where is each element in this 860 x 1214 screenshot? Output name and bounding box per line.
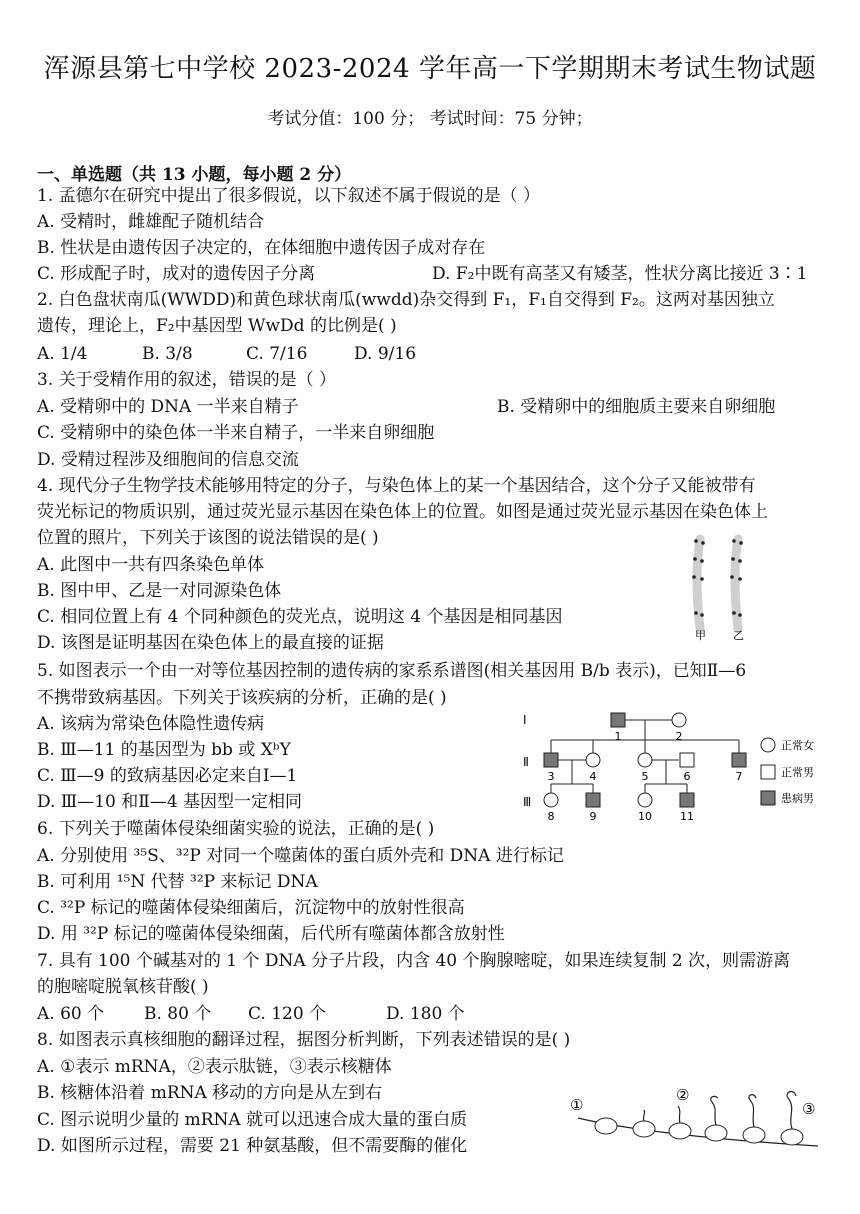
number-2: 2 [675, 730, 683, 743]
q5-stem-cont: 不携带致病基因。下列关于该疾病的分析，正确的是( ) [37, 688, 447, 708]
q3-option-b[interactable]: B. 受精卵中的细胞质主要来自卵细胞 [497, 397, 776, 417]
ribosome-5 [743, 1127, 765, 1143]
individual-4 [586, 753, 600, 767]
q4-stem-cont: 荧光标记的物质识别，通过荧光显示基因在染色体上的位置。如图是通过荧光显示基因在染色体上 [37, 502, 768, 522]
q1-option-b[interactable]: B. 性状是由遗传因子决定的，在体细胞中遗传因子成对存在 [37, 238, 486, 258]
q2-option-d[interactable]: D. 9/16 [354, 344, 417, 364]
number-9: 9 [589, 810, 597, 823]
q5-option-a[interactable]: A. 该病为常染色体隐性遗传病 [37, 714, 265, 734]
q7-option-d[interactable]: D. 180 个 [386, 1004, 465, 1024]
number-8: 8 [547, 810, 555, 823]
q2-option-b[interactable]: B. 3/8 [142, 344, 193, 364]
legend-normal-female: 正常女 [781, 739, 814, 752]
individual-5 [638, 753, 652, 767]
legend-normal-female-icon [761, 738, 775, 752]
q1-option-d[interactable]: D. F₂中既有高茎又有矮茎，性状分离比接近 3∶1 [432, 264, 808, 284]
label-3-ribosome: ③ [802, 1100, 816, 1118]
q3-option-c[interactable]: C. 受精卵中的染色体一半来自精子，一半来自卵细胞 [37, 423, 435, 443]
label-yi: 乙 [733, 629, 744, 642]
number-3: 3 [547, 770, 555, 783]
number-4: 4 [589, 770, 597, 783]
q8-option-c[interactable]: C. 图示说明少量的 mRNA 就可以迅速合成大量的蛋白质 [37, 1110, 468, 1130]
q7-option-a[interactable]: A. 60 个 [37, 1004, 105, 1024]
generation-2-label: Ⅱ [523, 755, 529, 769]
individual-2 [672, 713, 686, 727]
q6-option-b[interactable]: B. 可利用 ¹⁵N 代替 ³²P 来标记 DNA [37, 872, 318, 892]
chromosome-jia [697, 539, 700, 629]
number-10: 10 [638, 810, 652, 823]
number-6: 6 [683, 770, 691, 783]
q2-stem: 2. 白色盘状南瓜(WWDD)和黄色球状南瓜(wwdd)杂交得到 F₁，F₁自交得到 F₂。这两对基因独立 [37, 290, 775, 310]
q2-stem-cont: 遗传，理论上，F₂中基因型 WwDd 的比例是( ) [37, 316, 397, 336]
generation-3-label: Ⅲ [523, 795, 532, 809]
q2-option-c[interactable]: C. 7/16 [246, 344, 308, 364]
q4-option-b[interactable]: B. 图中甲、乙是一对同源染色体 [37, 581, 282, 601]
ribosome-4 [705, 1125, 727, 1141]
q4-stem-cont2: 位置的照片，下列关于该图的说法错误的是( ) [37, 528, 379, 548]
exam-title: 浑源县第七中学校 2023-2024 学年高一下学期期末考试生物试题 [43, 54, 817, 84]
q6-option-c[interactable]: C. ³²P 标记的噬菌体侵染细菌后，沉淀物中的放射性很高 [37, 898, 465, 918]
chromosome-yi [735, 539, 738, 629]
individual-8 [544, 793, 558, 807]
q1-option-c[interactable]: C. 形成配子时，成对的遗传因子分离 [37, 264, 316, 284]
q3-stem: 3. 关于受精作用的叙述，错误的是（ ） [37, 370, 337, 390]
individual-9 [586, 793, 600, 807]
q4-option-c[interactable]: C. 相同位置上有 4 个同种颜色的荧光点，说明这 4 个基因是相同基因 [37, 607, 563, 627]
legend-affected-male: 患病男 [781, 792, 814, 805]
q5-option-b[interactable]: B. Ⅲ—11 的基因型为 bb 或 XᵇY [37, 740, 291, 760]
individual-1 [611, 713, 625, 727]
q2-option-a[interactable]: A. 1/4 [37, 344, 88, 364]
q5-option-c[interactable]: C. Ⅲ—9 的致病基因必定来自Ⅰ—1 [37, 766, 298, 786]
ribosome-6 [781, 1129, 803, 1145]
q4-option-d[interactable]: D. 该图是证明基因在染色体上的最直接的证据 [37, 633, 384, 653]
q8-option-b[interactable]: B. 核糖体沿着 mRNA 移动的方向是从左到右 [37, 1083, 383, 1103]
q6-option-d[interactable]: D. 用 ³²P 标记的噬菌体侵染细菌，后代所有噬菌体都含放射性 [37, 924, 505, 944]
q8-option-a[interactable]: A. ①表示 mRNA，②表示肽链，③表示核糖体 [37, 1057, 392, 1077]
q8-option-d[interactable]: D. 如图所示过程，需要 21 种氨基酸，但不需要酶的催化 [37, 1136, 468, 1156]
q6-stem: 6. 下列关于噬菌体侵染细菌实验的说法，正确的是( ) [37, 819, 435, 839]
individual-11 [680, 793, 694, 807]
q7-stem-cont: 的胞嘧啶脱氧核苷酸( ) [37, 977, 209, 997]
q3-option-a[interactable]: A. 受精卵中的 DNA 一半来自精子 [37, 397, 299, 417]
section-title: 一、单选题（共 13 小题，每小题 2 分） [37, 165, 352, 185]
q7-stem: 7. 具有 100 个碱基对的 1 个 DNA 分子片段，内含 40 个胸腺嘧啶，如果连续复制 2 次，则需游离 [37, 951, 791, 971]
q1-stem: 1. 孟德尔在研究中提出了很多假说，以下叙述不属于假说的是（ ） [37, 186, 541, 206]
number-11: 11 [680, 810, 694, 823]
generation-1-label: Ⅰ [523, 713, 527, 727]
q1-option-a[interactable]: A. 受精时，雌雄配子随机结合 [37, 212, 265, 232]
legend-normal-male-icon [761, 765, 775, 779]
peptide-chains [643, 1092, 796, 1129]
individual-3 [544, 753, 558, 767]
legend-normal-male: 正常男 [781, 766, 814, 779]
q6-option-a[interactable]: A. 分别使用 ³⁵S、³²P 对同一个噬菌体的蛋白质外壳和 DNA 进行标记 [37, 846, 564, 866]
number-1: 1 [614, 730, 622, 743]
ribosome-3 [669, 1123, 691, 1139]
exam-info: 考试分值：100 分； 考试时间：75 分钟； [267, 109, 593, 129]
q8-stem: 8. 如图表示真核细胞的翻译过程，据图分析判断，下列表述错误的是( ) [37, 1030, 571, 1050]
individual-10 [638, 793, 652, 807]
number-7: 7 [735, 770, 743, 783]
pedigree-figure [515, 708, 835, 823]
individual-6 [680, 753, 694, 767]
number-5: 5 [641, 770, 649, 783]
individual-7 [732, 753, 746, 767]
q7-option-b[interactable]: B. 80 个 [144, 1004, 212, 1024]
label-1-mrna: ① [570, 1096, 584, 1114]
translation-figure [568, 1080, 828, 1150]
ribosome-2 [633, 1121, 655, 1137]
q4-stem: 4. 现代分子生物学技术能够用特定的分子，与染色体上的某一个基因结合，这个分子又能被带有 [37, 476, 756, 496]
label-jia: 甲 [695, 629, 706, 642]
q7-option-c[interactable]: C. 120 个 [248, 1004, 327, 1024]
chromosome-figure [678, 533, 758, 643]
ribosome-1 [595, 1118, 617, 1134]
q3-option-d[interactable]: D. 受精过程涉及细胞间的信息交流 [37, 450, 299, 470]
q5-stem: 5. 如图表示一个由一对等位基因控制的遗传病的家系系谱图(相关基因用 B/b 表示)，已知Ⅱ—6 [37, 661, 747, 681]
q5-option-d[interactable]: D. Ⅲ—10 和Ⅱ—4 基因型一定相同 [37, 792, 303, 812]
label-2-peptide: ② [676, 1086, 690, 1104]
legend-affected-male-icon [761, 791, 775, 805]
q4-option-a[interactable]: A. 此图中一共有四条染色单体 [37, 555, 265, 575]
